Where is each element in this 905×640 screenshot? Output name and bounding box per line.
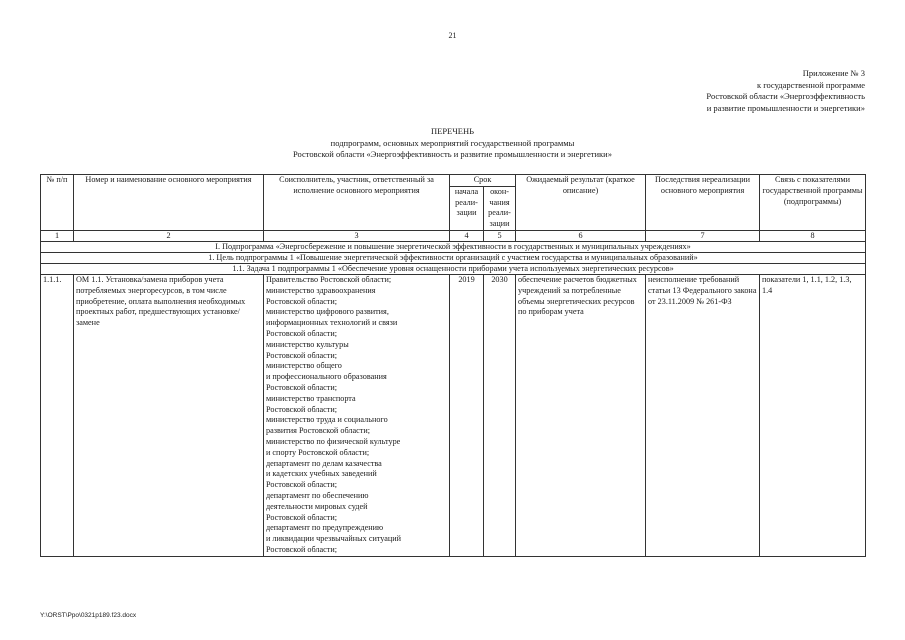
title-heading: ПЕРЕЧЕНЬ [431,126,474,136]
subprogram-title: I. Подпрограмма «Энергосбережение и повышение энергетической эффективности в государственных и муниципальных учреждениях» [41,241,866,252]
task-row [41,263,866,274]
table-row [41,274,866,556]
row-end: 2030 [484,274,516,556]
row-name: ОМ 1.1. Установка/замена приборов учета потребляемых энергоресурсов, в том числе приобретение, оплата выполнения необходимых проектных работ, предшествующих установке/замене [74,274,264,556]
column-number: 5 [484,230,516,241]
header-link: Связь с показателями государственной программы (подпрограммы) [760,175,866,231]
appendix-note [706,68,865,114]
header-executor: Соисполнитель, участник, ответственный за исполнение основного мероприятия [264,175,450,231]
appendix-line: к государственной программе [756,79,865,90]
row-consequences: неисполнение требований статьи 13 Федерального закона от 23.11.2009 № 261-ФЗ [646,274,760,556]
header-end: окон-чания реали-зации [484,186,516,230]
column-number: 1 [41,230,74,241]
appendix-line: Приложение № 3 [802,68,865,78]
header-num: № п/п [41,175,74,231]
goal-title: 1. Цель подпрограммы 1 «Повышение энергетической эффективности организаций с участием государства и муниципальных образований» [41,252,866,263]
subprogram-row [41,241,866,252]
row-executor: Правительство Ростовской области; министерство здравоохранения Ростовской области; министерство цифрового развития, информационных технологий и связи Ростовской области; министерство культуры Ростовской области; министерство общего и профессионального образования Ростовской области; министерство транспорта Ростовской области; министерство труда и социального развития Ростовской области; министерство по физической культуре и спорту Ростовской области; департамент по делам казачества и кадетских учебных заведений Ростовской области; департамент по обеспечению деятельности мировых судей Ростовской области; департамент по предупреждению и ликвидации чрезвычайных ситуаций Ростовской области; [264,274,450,556]
header-term: Срок [450,175,516,187]
title-line: подпрограмм, основных мероприятий государственной программы [330,137,575,148]
row-result: обеспечение расчетов бюджетных учреждений за потребленные объемы энергетических ресурсов по приборам учета [516,274,646,556]
header-name: Номер и наименование основного мероприятия [74,175,264,231]
column-number: 7 [646,230,760,241]
column-number-row [41,230,866,241]
header-start: начала реали-зации [450,186,484,230]
column-number: 3 [264,230,450,241]
goal-row [41,252,866,263]
header-result: Ожидаемый результат (краткое описание) [516,175,646,231]
column-number: 8 [760,230,866,241]
document-title [0,126,905,161]
page-number: 21 [448,31,457,40]
measures-table [40,174,866,557]
title-line: Ростовской области «Энергоэффективность и развитие промышленности и энергетики» [293,149,612,159]
column-number: 2 [74,230,264,241]
row-link: показатели 1, 1.1, 1.2, 1.3, 1.4 [760,274,866,556]
file-path: Y:\ORST\Ppo\0321p189.f23.docx [40,612,137,619]
column-number: 4 [450,230,484,241]
appendix-line: и развитие промышленности и энергетики» [706,102,865,113]
appendix-line: Ростовской области «Энергоэффективность [706,91,865,101]
row-num: 1.1.1. [41,274,74,556]
header-consequences: Последствия нереализации основного мероприятия [646,175,760,231]
column-number: 6 [516,230,646,241]
header-row [41,175,866,187]
row-start: 2019 [450,274,484,556]
task-title: 1.1. Задача 1 подпрограммы 1 «Обеспечение уровня оснащенности приборами учета используемых энергетических ресурсов» [41,263,866,274]
